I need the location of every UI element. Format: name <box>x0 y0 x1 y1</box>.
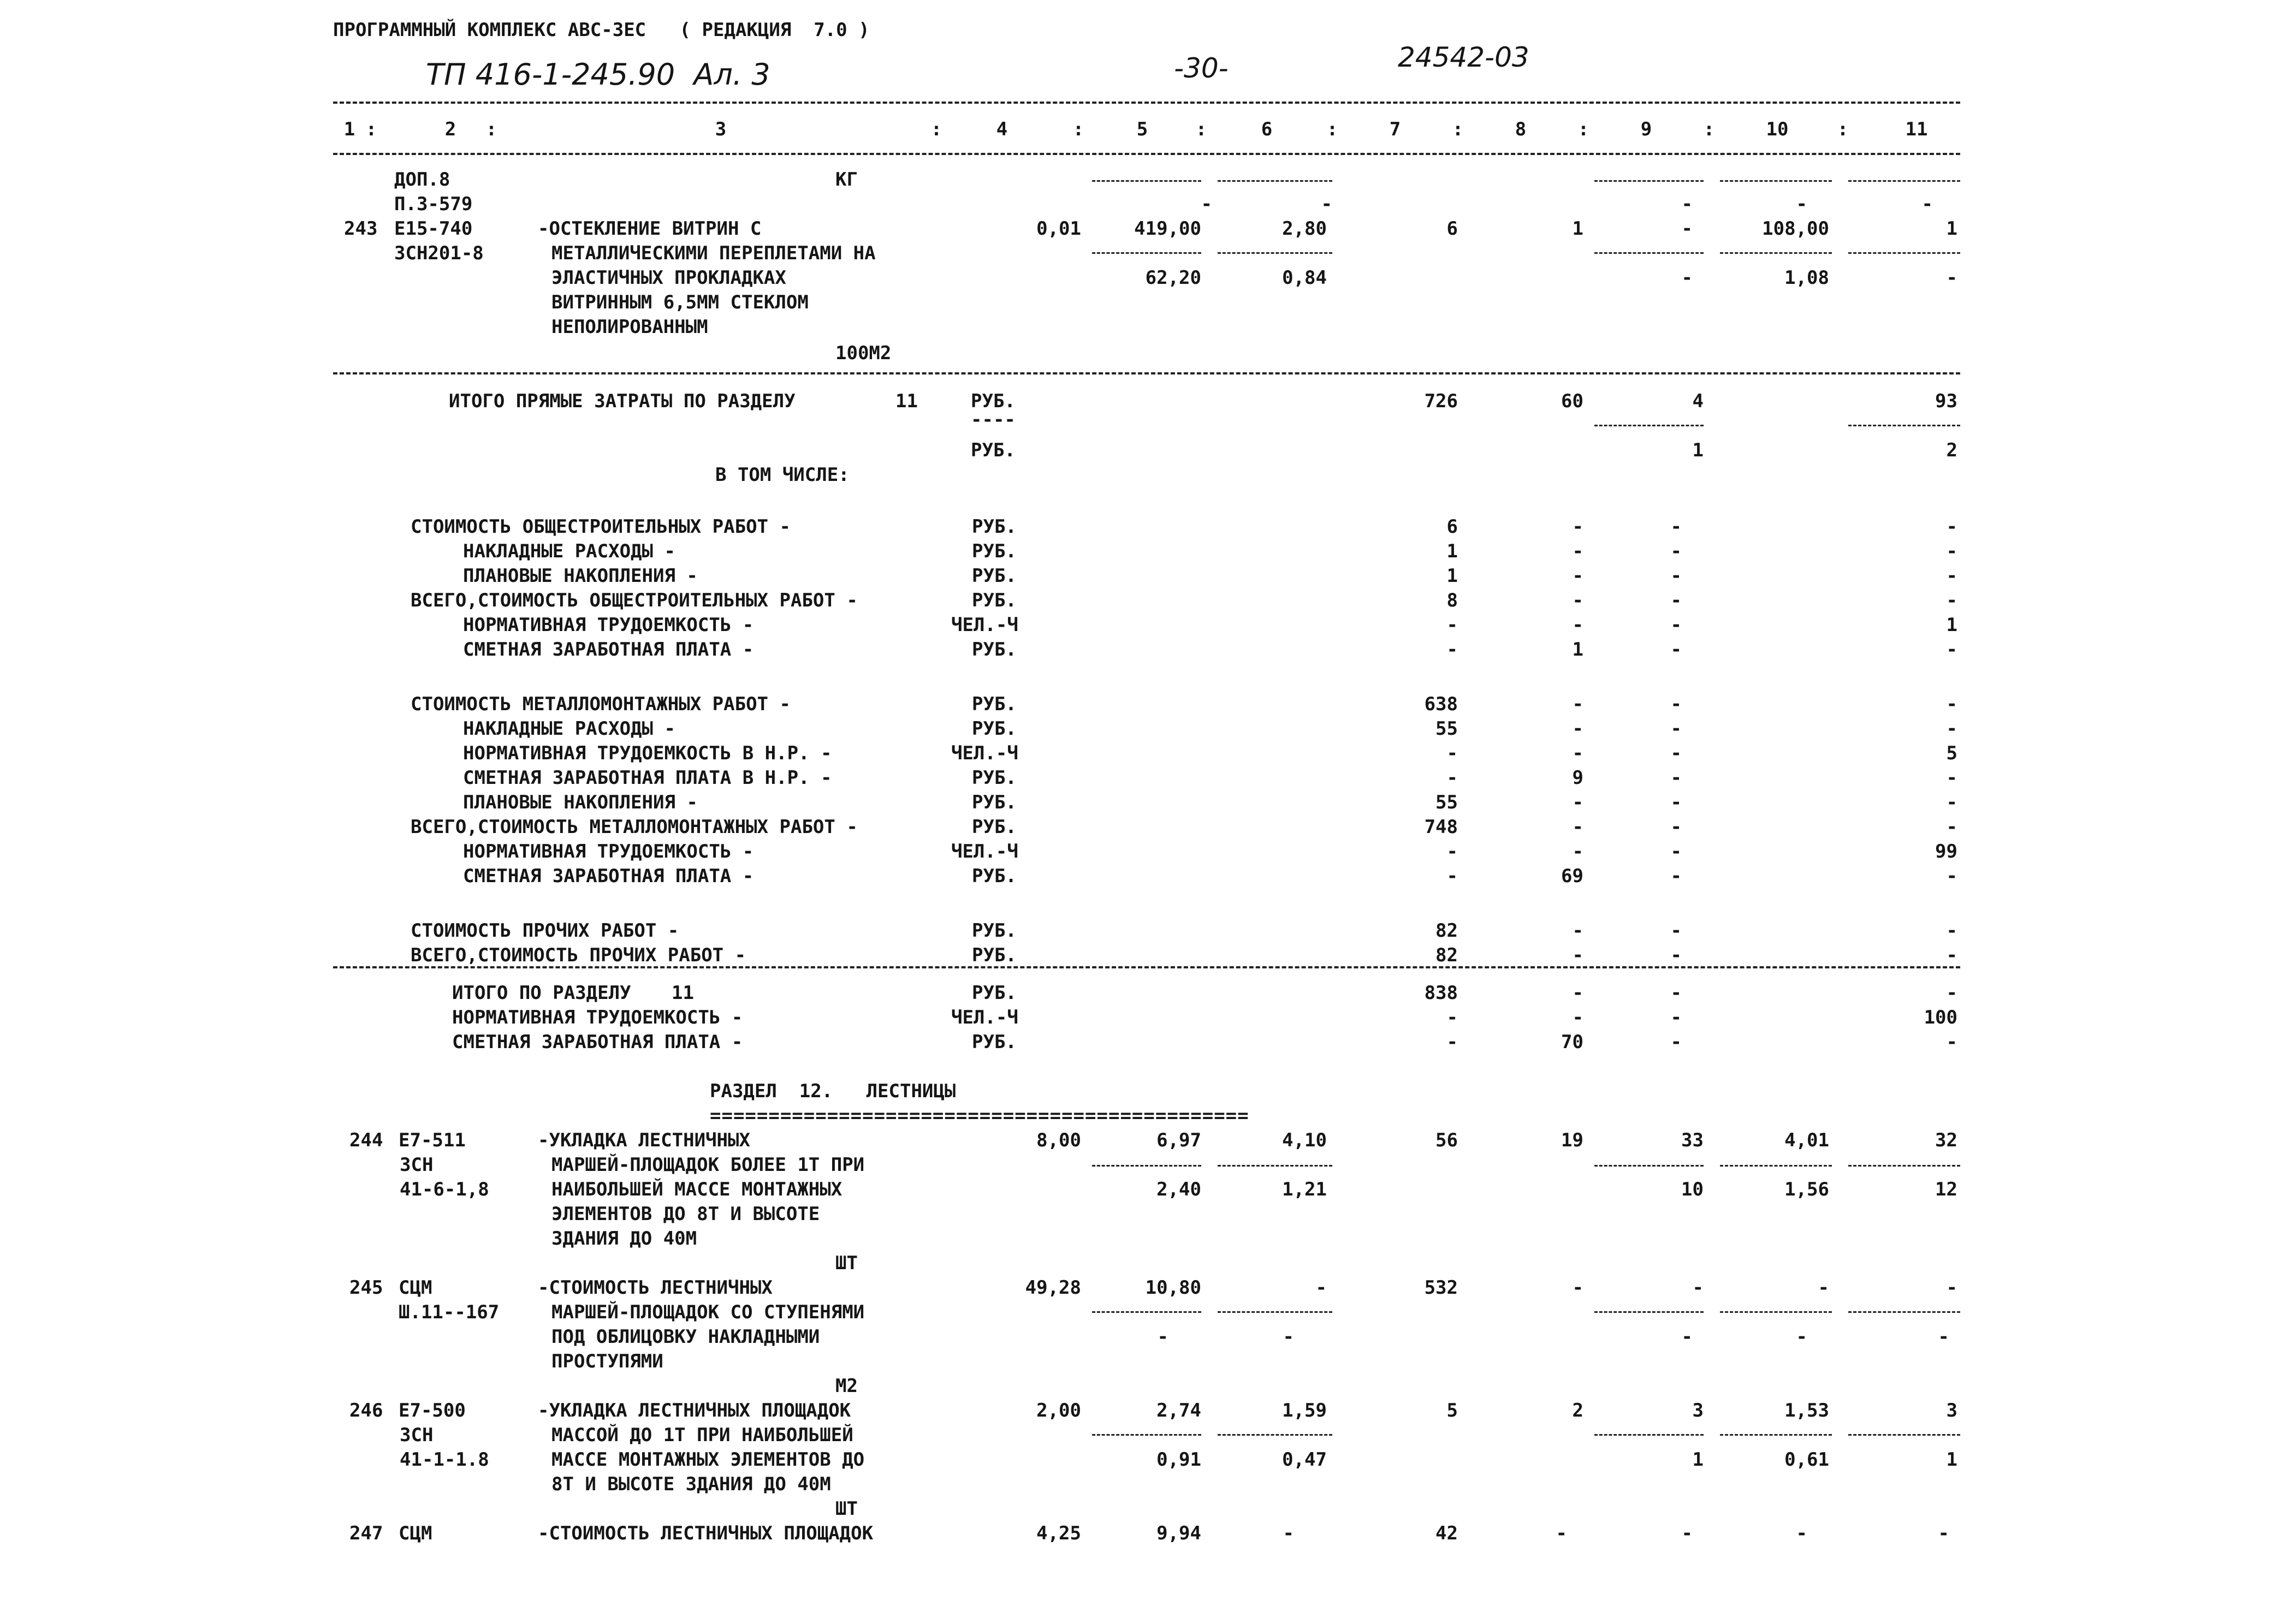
column-separator: : <box>1195 118 1207 140</box>
cell-col9: - <box>1681 218 1693 240</box>
item-description: ЭЛАСТИЧНЫХ ПРОКЛАДКАХ <box>551 267 786 289</box>
item-code-2: ЗСН <box>400 1424 434 1446</box>
column-separator: : <box>1072 118 1084 140</box>
summary-unit: РУБ. <box>972 944 1017 966</box>
cell-col9: 4 <box>1692 390 1704 412</box>
cell-col4: 4,25 <box>1036 1522 1081 1544</box>
subline <box>1720 1311 1832 1313</box>
subline <box>1594 180 1704 182</box>
section-total-cell-c8: - <box>1572 1007 1583 1028</box>
summary-label: ВСЕГО,СТОИМОСТЬ ОБЩЕСТРОИТЕЛЬНЫХ РАБОТ - <box>411 590 858 611</box>
document-number: 24542-03 <box>1398 41 1529 73</box>
summary-cell-c11: - <box>1946 693 1957 715</box>
cell-col5-second: 0,91 <box>1156 1449 1201 1471</box>
summary-cell-c9: - <box>1670 841 1682 862</box>
summary-cell-c11: - <box>1946 718 1957 740</box>
column-header: 2 <box>444 118 456 140</box>
cell-col5: 10,80 <box>1145 1277 1201 1299</box>
item-code-2: ЗСН <box>400 1154 434 1176</box>
summary-cell-c7: 82 <box>1435 920 1458 942</box>
column-header: 8 <box>1515 118 1527 140</box>
cell-col7: 56 <box>1435 1129 1458 1151</box>
summary-unit: ЧЕЛ.-Ч <box>951 742 1018 764</box>
section-total-unit: РУБ. <box>972 982 1017 1004</box>
summary-cell-c9: - <box>1670 693 1682 715</box>
cell-col5-second: 62,20 <box>1145 267 1201 289</box>
column-header: 1 <box>343 118 355 140</box>
item-number: 246 <box>349 1400 383 1421</box>
summary-cell-c11: - <box>1946 767 1957 789</box>
cell-col5: 419,00 <box>1134 218 1201 240</box>
subline <box>1720 1165 1832 1167</box>
summary-cell-c7: 55 <box>1435 718 1458 740</box>
summary-cell-c7: 6 <box>1446 516 1458 538</box>
cell-col10: - <box>1818 1277 1829 1299</box>
section-total-cell-c11: - <box>1946 1031 1957 1053</box>
summary-cell-c11: - <box>1946 540 1957 562</box>
column-separator: : <box>1577 118 1589 140</box>
cell-col9-second: - <box>1681 267 1693 289</box>
cell-col6: - <box>1315 1277 1327 1299</box>
item-code-2: Ш.11--167 <box>399 1301 500 1323</box>
subline <box>1092 1165 1201 1167</box>
cell-col10-second: 0,61 <box>1784 1449 1829 1471</box>
minus-mark: - <box>1321 193 1332 215</box>
cell-col7: 726 <box>1424 390 1458 412</box>
item-code-3: 41-6-1,8 <box>400 1179 489 1200</box>
item-number: 245 <box>349 1277 383 1299</box>
cell-col11-second: - <box>1938 1326 1949 1348</box>
item-unit: ШТ <box>835 1498 858 1520</box>
summary-label: ПЛАНОВЫЕ НАКОПЛЕНИЯ - <box>463 792 698 813</box>
subline <box>1594 1165 1704 1167</box>
item-description: ЗДАНИЯ ДО 40М <box>551 1228 697 1250</box>
section-total-cell-c7: - <box>1446 1031 1458 1053</box>
summary-cell-c7: - <box>1446 865 1458 887</box>
total-section-number: 11 <box>895 390 918 412</box>
cell-col9: 33 <box>1681 1129 1704 1151</box>
subline <box>1848 1434 1960 1436</box>
cell-col9-second: - <box>1681 1326 1693 1348</box>
summary-label: НОРМАТИВНАЯ ТРУДОЕМКОСТЬ - <box>463 614 754 636</box>
item-description: ВИТРИННЫМ 6,5ММ СТЕКЛОМ <box>551 292 809 313</box>
total-unit-2: РУБ. <box>971 439 1016 461</box>
summary-unit: РУБ. <box>972 639 1017 661</box>
summary-cell-c11: 99 <box>1935 841 1957 862</box>
summary-cell-c8: - <box>1572 742 1583 764</box>
cell-col9: 3 <box>1692 1400 1704 1421</box>
item-description: -УКЛАДКА ЛЕСТНИЧНЫХ ПЛОЩАДОК <box>538 1400 851 1421</box>
cell-col6-second: - <box>1283 1326 1294 1348</box>
summary-cell-c9: - <box>1670 767 1682 789</box>
page-number: -30- <box>1174 52 1229 84</box>
item-description: НАИБОЛЬШЕЙ МАССЕ МОНТАЖНЫХ <box>551 1179 843 1200</box>
subline <box>1218 252 1332 254</box>
item-code: Е7-500 <box>399 1400 466 1421</box>
total-label: ИТОГО ПРЯМЫЕ ЗАТРАТЫ ПО РАЗДЕЛУ <box>449 390 796 412</box>
section-total-number: 11 <box>672 982 694 1004</box>
cell-col9: 1 <box>1692 439 1704 461</box>
item-unit: 100М2 <box>835 342 892 364</box>
summary-label: ВСЕГО,СТОИМОСТЬ МЕТАЛЛОМОНТАЖНЫХ РАБОТ - <box>411 816 858 838</box>
cell-col4: 8,00 <box>1036 1129 1081 1151</box>
column-separator: : <box>1452 118 1464 140</box>
cell-col11-second: - <box>1946 267 1957 289</box>
subline <box>1848 252 1960 254</box>
cell-col10-second: - <box>1796 1326 1807 1348</box>
summary-unit: ЧЕЛ.-Ч <box>951 614 1018 636</box>
cell-col7: 42 <box>1435 1522 1458 1544</box>
item-description: ЭЛЕМЕНТОВ ДО 8Т И ВЫСОТЕ <box>551 1203 820 1225</box>
summary-cell-c7: - <box>1446 614 1458 636</box>
section-total-cell-c11: - <box>1946 982 1957 1004</box>
column-header: 9 <box>1640 118 1652 140</box>
column-separator: : <box>1326 118 1338 140</box>
item-description: НЕПОЛИРОВАННЫМ <box>551 316 708 338</box>
section-total-cell-c8: - <box>1572 982 1583 1004</box>
summary-unit: РУБ. <box>972 565 1017 587</box>
cell-col11: 2 <box>1946 439 1957 461</box>
subline <box>1092 1434 1201 1436</box>
summary-unit: РУБ. <box>972 816 1017 838</box>
summary-cell-c7: 1 <box>1446 565 1458 587</box>
cell-col6: 1,59 <box>1282 1400 1327 1421</box>
cell-col5: 2,74 <box>1156 1400 1201 1421</box>
cell-col8: - <box>1556 1522 1567 1544</box>
cell-col8: 60 <box>1561 390 1583 412</box>
cell-col11: - <box>1946 1277 1957 1299</box>
section-rule <box>333 372 1960 374</box>
subline <box>1092 252 1201 254</box>
summary-label: НОРМАТИВНАЯ ТРУДОЕМКОСТЬ В Н.Р. - <box>463 742 832 764</box>
subline <box>1848 425 1960 426</box>
summary-unit: РУБ. <box>972 590 1017 611</box>
summary-cell-c8: - <box>1572 816 1583 838</box>
minus-mark: - <box>1921 193 1933 215</box>
section-total-label: ИТОГО ПО РАЗДЕЛУ <box>452 982 631 1004</box>
column-separator: : <box>1703 118 1715 140</box>
section-total-cell-c9: - <box>1670 982 1682 1004</box>
summary-cell-c9: - <box>1670 865 1682 887</box>
summary-cell-c8: - <box>1572 540 1583 562</box>
section-total-cell-c7: 838 <box>1424 982 1458 1004</box>
item-unit-top: КГ <box>835 169 858 191</box>
subline <box>1218 1434 1332 1436</box>
summary-cell-c9: - <box>1670 742 1682 764</box>
summary-cell-c8: - <box>1572 590 1583 611</box>
section-total-cell-c9: - <box>1670 1031 1682 1053</box>
item-description: -СТОИМОСТЬ ЛЕСТНИЧНЫХ ПЛОЩАДОК <box>538 1522 874 1544</box>
subline <box>1218 1311 1332 1313</box>
cell-col11-second: 1 <box>1946 1449 1957 1471</box>
section-12-underline: ============================================== <box>710 1105 1249 1127</box>
column-separator: : <box>1837 118 1849 140</box>
cell-col9: - <box>1681 1522 1693 1544</box>
cell-col11: 1 <box>1946 218 1957 240</box>
summary-cell-c11: - <box>1946 920 1957 942</box>
cell-col5: 9,94 <box>1156 1522 1201 1544</box>
summary-cell-c11: 1 <box>1946 614 1957 636</box>
cell-col5-second: - <box>1157 1326 1168 1348</box>
summary-cell-c11: - <box>1946 516 1957 538</box>
cell-col10: 1,53 <box>1784 1400 1829 1421</box>
subline <box>1594 425 1704 426</box>
summary-label: СМЕТНАЯ ЗАРАБОТНАЯ ПЛАТА - <box>463 865 754 887</box>
item-description: -СТОИМОСТЬ ЛЕСТНИЧНЫХ <box>538 1277 773 1299</box>
column-separator: : <box>485 118 497 140</box>
item-unit: ШТ <box>835 1252 858 1274</box>
item-pre-code-2: П.3-579 <box>394 193 473 215</box>
column-separator: : <box>365 118 377 140</box>
cell-col4: 2,00 <box>1036 1400 1081 1421</box>
summary-cell-c9: - <box>1670 639 1682 661</box>
summary-cell-c11: - <box>1946 639 1957 661</box>
column-header: 10 <box>1766 118 1789 140</box>
cell-col5-second: 2,40 <box>1156 1179 1201 1200</box>
column-header: 5 <box>1136 118 1148 140</box>
summary-label: СМЕТНАЯ ЗАРАБОТНАЯ ПЛАТА - <box>463 639 754 661</box>
summary-label: СМЕТНАЯ ЗАРАБОТНАЯ ПЛАТА В Н.Р. - <box>463 767 832 789</box>
subline <box>1594 252 1704 254</box>
cell-col6: 2,80 <box>1282 218 1327 240</box>
summary-unit: РУБ. <box>972 767 1017 789</box>
cell-col4: 0,01 <box>1036 218 1081 240</box>
summary-cell-c8: - <box>1572 516 1583 538</box>
subline <box>1594 1434 1704 1436</box>
summary-cell-c7: - <box>1446 639 1458 661</box>
summary-cell-c7: 638 <box>1424 693 1458 715</box>
subline <box>1720 252 1832 254</box>
section-total-row-label: СМЕТНАЯ ЗАРАБОТНАЯ ПЛАТА - <box>452 1031 743 1053</box>
summary-cell-c7: 748 <box>1424 816 1458 838</box>
cell-col9-second: 10 <box>1681 1179 1704 1200</box>
summary-cell-c8: - <box>1572 565 1583 587</box>
summary-cell-c11: - <box>1946 565 1957 587</box>
item-code-3: 41-1-1.8 <box>400 1449 489 1471</box>
summary-cell-c11: - <box>1946 865 1957 887</box>
summary-label: НОРМАТИВНАЯ ТРУДОЕМКОСТЬ - <box>463 841 754 862</box>
item-description: 8Т И ВЫСОТЕ ЗДАНИЯ ДО 40М <box>551 1473 831 1495</box>
summary-label: НАКЛАДНЫЕ РАСХОДЫ - <box>463 718 675 740</box>
summary-unit: РУБ. <box>972 920 1017 942</box>
summary-cell-c8: 69 <box>1561 865 1583 887</box>
summary-unit: РУБ. <box>972 792 1017 813</box>
summary-label: ВСЕГО,СТОИМОСТЬ ПРОЧИХ РАБОТ - <box>411 944 746 966</box>
summary-cell-c9: - <box>1670 718 1682 740</box>
summary-cell-c8: - <box>1572 614 1583 636</box>
cell-col6-second: 0,84 <box>1282 267 1327 289</box>
summary-cell-c7: - <box>1446 767 1458 789</box>
cell-col8: 1 <box>1572 218 1583 240</box>
summary-cell-c8: - <box>1572 841 1583 862</box>
column-header: 11 <box>1905 118 1928 140</box>
summary-cell-c11: - <box>1946 816 1957 838</box>
column-header: 4 <box>996 118 1008 140</box>
cell-col11: 3 <box>1946 1400 1957 1421</box>
cell-col11: - <box>1938 1522 1949 1544</box>
cell-col9: - <box>1692 1277 1704 1299</box>
subline <box>1218 180 1332 182</box>
cell-col10-second: 1,08 <box>1784 267 1829 289</box>
summary-cell-c11: - <box>1946 590 1957 611</box>
section-total-cell-c8: 70 <box>1561 1031 1583 1053</box>
cell-col11: 93 <box>1935 390 1957 412</box>
summary-cell-c8: 9 <box>1572 767 1583 789</box>
section-12-title: РАЗДЕЛ 12. ЛЕСТНИЦЫ <box>710 1080 956 1102</box>
subline <box>1218 1165 1332 1167</box>
item-unit: М2 <box>835 1375 858 1397</box>
item-description: ПРОСТУПЯМИ <box>551 1351 663 1372</box>
cell-col6: - <box>1283 1522 1294 1544</box>
summary-cell-c9: - <box>1670 920 1682 942</box>
cell-col9-second: 1 <box>1692 1449 1704 1471</box>
summary-cell-c9: - <box>1670 565 1682 587</box>
cell-col6-second: 1,21 <box>1282 1179 1327 1200</box>
cell-col10-second: 1,56 <box>1784 1179 1829 1200</box>
summary-cell-c9: - <box>1670 792 1682 813</box>
item-description: -ОСТЕКЛЕНИЕ ВИТРИН С <box>538 218 762 240</box>
column-header: 6 <box>1261 118 1273 140</box>
column-header: 3 <box>715 118 727 140</box>
cell-col6-second: 0,47 <box>1282 1449 1327 1471</box>
subline <box>1092 1311 1201 1313</box>
summary-cell-c9: - <box>1670 590 1682 611</box>
summary-label: СТОИМОСТЬ МЕТАЛЛОМОНТАЖНЫХ РАБОТ - <box>411 693 791 715</box>
subline <box>1720 1434 1832 1436</box>
subline <box>1594 1311 1704 1313</box>
cell-col8: 19 <box>1561 1129 1583 1151</box>
summary-cell-c9: - <box>1670 516 1682 538</box>
cell-col5: 6,97 <box>1156 1129 1201 1151</box>
column-separator: : <box>930 118 942 140</box>
summary-label: ПЛАНОВЫЕ НАКОПЛЕНИЯ - <box>463 565 698 587</box>
cell-col11: 32 <box>1935 1129 1957 1151</box>
subline <box>1720 180 1832 182</box>
summary-unit: РУБ. <box>972 865 1017 887</box>
section-total-cell-c7: - <box>1446 1007 1458 1028</box>
cell-col8: - <box>1572 1277 1583 1299</box>
subline <box>1848 1165 1960 1167</box>
summary-cell-c9: - <box>1670 614 1682 636</box>
item-description: -УКЛАДКА ЛЕСТНИЧНЫХ <box>538 1129 750 1151</box>
item-code: СЦМ <box>399 1277 432 1299</box>
subline <box>1848 1311 1960 1313</box>
summary-cell-c8: 1 <box>1572 639 1583 661</box>
section-total-cell-c9: - <box>1670 1007 1682 1028</box>
summary-cell-c7: 8 <box>1446 590 1458 611</box>
section-total-cell-c11: 100 <box>1924 1007 1957 1028</box>
cell-col8: 2 <box>1572 1400 1583 1421</box>
item-description: МАССЕ МОНТАЖНЫХ ЭЛЕМЕНТОВ ДО <box>551 1449 865 1471</box>
item-description: МЕТАЛЛИЧЕСКИМИ ПЕРЕПЛЕТАМИ НА <box>551 242 876 264</box>
section-total-unit: ЧЕЛ.-Ч <box>951 1007 1018 1028</box>
summary-cell-c9: - <box>1670 816 1682 838</box>
total-unit-underline: ---- <box>971 409 1016 431</box>
summary-unit: РУБ. <box>972 516 1017 538</box>
program-header: ПРОГРАММНЫЙ КОМПЛЕКС АВС-ЗЕС ( РЕДАКЦИЯ 7.0 ) <box>333 19 870 41</box>
document-code: ТП 416-1-245.90 Ал. 3 <box>426 57 770 92</box>
item-description: МАРШЕЙ-ПЛОЩАДОК БОЛЕЕ 1Т ПРИ <box>551 1154 865 1176</box>
summary-cell-c9: - <box>1670 944 1682 966</box>
item-number: 244 <box>349 1129 383 1151</box>
summary-cell-c8: - <box>1572 693 1583 715</box>
summary-label: СТОИМОСТЬ ПРОЧИХ РАБОТ - <box>411 920 679 942</box>
item-number: 247 <box>349 1522 383 1544</box>
summary-cell-c8: - <box>1572 944 1583 966</box>
section-total-unit: РУБ. <box>972 1031 1017 1053</box>
including-heading: В ТОМ ЧИСЛЕ: <box>715 464 850 486</box>
summary-cell-c8: - <box>1572 718 1583 740</box>
summary-unit: РУБ. <box>972 540 1017 562</box>
header-rule-bottom <box>333 153 1960 155</box>
cell-col11-second: 12 <box>1935 1179 1957 1200</box>
minus-mark: - <box>1201 193 1212 215</box>
subline <box>1848 180 1960 182</box>
item-description: МАССОЙ ДО 1Т ПРИ НАИБОЛЬШЕЙ <box>551 1424 853 1446</box>
header-rule-top <box>333 102 1960 104</box>
item-description: МАРШЕЙ-ПЛОЩАДОК СО СТУПЕНЯМИ <box>551 1301 865 1323</box>
section-rule <box>333 966 1960 968</box>
cell-col10: - <box>1796 1522 1807 1544</box>
summary-unit: РУБ. <box>972 718 1017 740</box>
summary-cell-c7: 82 <box>1435 944 1458 966</box>
summary-label: СТОИМОСТЬ ОБЩЕСТРОИТЕЛЬНЫХ РАБОТ - <box>411 516 791 538</box>
total-unit: РУБ. <box>971 390 1016 412</box>
summary-cell-c7: 55 <box>1435 792 1458 813</box>
summary-unit: ЧЕЛ.-Ч <box>951 841 1018 862</box>
summary-cell-c11: - <box>1946 792 1957 813</box>
summary-cell-c7: 1 <box>1446 540 1458 562</box>
summary-label: НАКЛАДНЫЕ РАСХОДЫ - <box>463 540 675 562</box>
summary-cell-c7: - <box>1446 742 1458 764</box>
minus-mark: - <box>1681 193 1693 215</box>
item-description: ПОД ОБЛИЦОВКУ НАКЛАДНЫМИ <box>551 1326 820 1348</box>
item-code: Е15-740 <box>394 218 473 240</box>
section-total-row-label: НОРМАТИВНАЯ ТРУДОЕМКОСТЬ - <box>452 1007 743 1028</box>
cell-col4: 49,28 <box>1025 1277 1081 1299</box>
cell-col7: 6 <box>1446 218 1458 240</box>
cell-col6: 4,10 <box>1282 1129 1327 1151</box>
summary-cell-c9: - <box>1670 540 1682 562</box>
summary-unit: РУБ. <box>972 693 1017 715</box>
summary-cell-c11: 5 <box>1946 742 1957 764</box>
item-code: СЦМ <box>399 1522 432 1544</box>
column-header: 7 <box>1389 118 1401 140</box>
item-number: 243 <box>344 218 378 240</box>
cell-col7: 5 <box>1446 1400 1458 1421</box>
cell-col10: 4,01 <box>1784 1129 1829 1151</box>
item-code-2: ЗСН201-8 <box>394 242 484 264</box>
summary-cell-c11: - <box>1946 944 1957 966</box>
cell-col10: 108,00 <box>1762 218 1829 240</box>
summary-cell-c8: - <box>1572 792 1583 813</box>
summary-cell-c8: - <box>1572 920 1583 942</box>
subline <box>1092 180 1201 182</box>
item-code: Е7-511 <box>399 1129 466 1151</box>
minus-mark: - <box>1796 193 1807 215</box>
item-pre-code-1: ДОП.8 <box>394 169 450 191</box>
summary-cell-c7: - <box>1446 841 1458 862</box>
cell-col7: 532 <box>1424 1277 1458 1299</box>
